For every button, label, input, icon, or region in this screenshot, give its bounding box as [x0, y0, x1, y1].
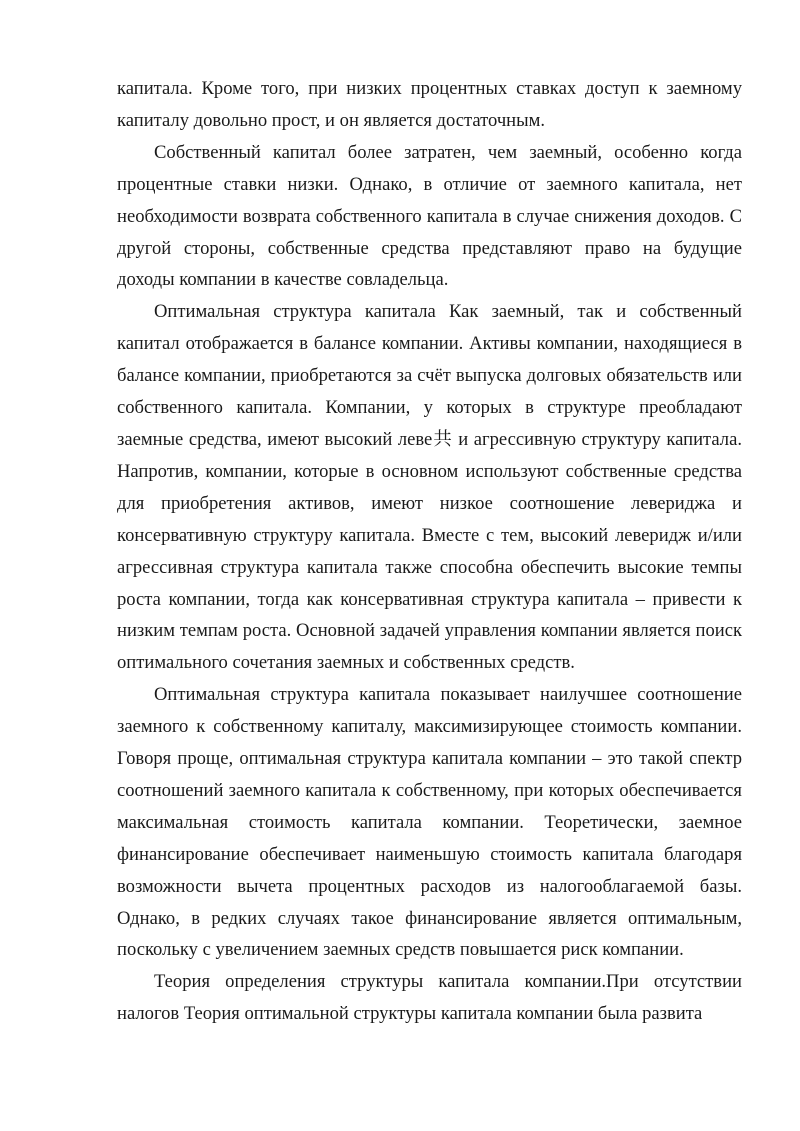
paragraph-optimal-structure: Оптимальная структура капитала Как заемный, так и собственный капитал отображается в балансе компании. Активы компании, находящиеся в балансе компании, приобретаются за счёт выпуска долговых обязательств или собственного капитала. Компании, у которых в структуре преобладают заемные средства, имеют высокий леве共 и агрессивную структуру капитала. Напротив, компании, которые в основном используют собственные средства для приобретения активов, имеют низкое соотношение левериджа и консервативную структуру капитала. Вместе с тем, высокий леверидж и/или агрессивная структура капитала также способна обеспечить высокие темпы роста компании, тогда как консервативная структура капитала – привести к низким темпам роста. Основной задачей управления компании является поиск оптимального сочетания заемных и собственных средств. — [117, 301, 742, 674]
paragraph-equity-cost: Собственный капитал более затратен, чем заемный, особенно когда процентные ставки низки. Однако, в отличие от заемного капитала, нет необходимости возврата собственного капитала в случае снижения доходов. С другой стороны, собственные средства представляют право на будущие доходы компании в качестве совладельца. — [117, 141, 742, 291]
paragraph-optimal-ratio: Оптимальная структура капитала показывает наилучшее соотношение заемного к собственному капиталу, максимизирующее стоимость компании. Говоря проще, оптимальная структура капитала компании – это такой спектр соотношений заемного капитала к собственному, при которых обеспечивается максимальная стоимость капитала компании. Теоретически, заемное финансирование обеспечивает наименьшую стоимость капитала благодаря возможности вычета процентных расходов из налогооблагаемой базы. Однако, в редких случаях такое финансирование является оптимальным, поскольку с увеличением заемных средств повышается риск компании. — [117, 684, 742, 961]
paragraph-continuation: капитала. Кроме того, при низких процентных ставках доступ к заемному капиталу довольно прост, и он является достаточным. — [117, 78, 742, 131]
paragraph-theory: Теория определения структуры капитала компании.При отсутствии налогов Теория оптимальной структуры капитала компании была развита — [117, 971, 742, 1025]
body-text — [117, 73, 742, 1030]
